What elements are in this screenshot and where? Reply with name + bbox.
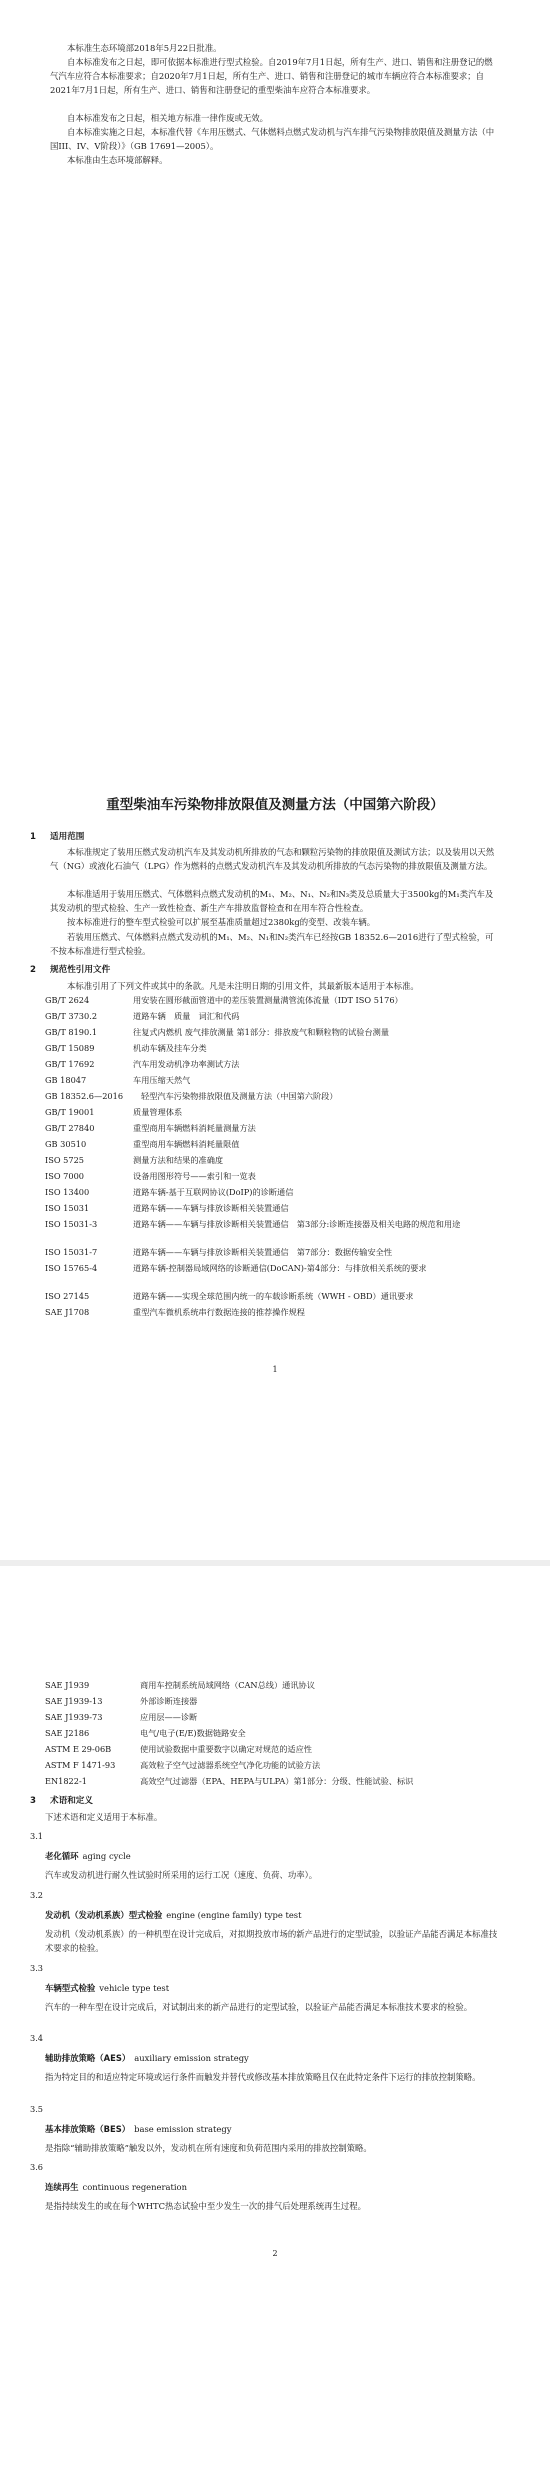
section-number: 1 bbox=[30, 832, 36, 842]
document-page-2 bbox=[0, 1566, 550, 2472]
reference-code: ASTM F 1471-93 bbox=[45, 1760, 116, 1770]
term-chinese: 发动机（发动机系族）型式检验 bbox=[45, 1910, 163, 1920]
reference-code: GB 18047 bbox=[45, 1075, 87, 1085]
term-english: continuous regeneration bbox=[82, 2182, 187, 2192]
term-english: base emission strategy bbox=[134, 2124, 232, 2134]
reference-name: 道路车辆-控制器局域网络的诊断通信(DoCAN)-第4部分：与排放相关系统的要求 bbox=[133, 1263, 427, 1273]
foreword-paragraph: 本标准由生态环境部解释。 bbox=[67, 155, 168, 165]
term-heading bbox=[45, 2052, 249, 2064]
section-heading bbox=[30, 830, 84, 842]
term-heading bbox=[45, 2123, 231, 2135]
reference-code: GB/T 8190.1 bbox=[45, 1027, 98, 1037]
foreword-paragraph: 自本标准发布之日起，即可依据本标准进行型式检验。自2019年7月1日起，所有生产、进口、销售和注册登记的燃气汽车应符合本标准要求；自2020年7月1日起，所有生产、进口、销售和注册登记的城市车辆应符合本标准要求；自2021年7月1日起，所有生产、进口、销售和注册登记的重型柴油车应符合本标准要求。 bbox=[50, 57, 493, 95]
term-number: 3.1 bbox=[30, 1831, 44, 1841]
term-chinese: 车辆型式检验 bbox=[45, 1983, 96, 1993]
section-number: 2 bbox=[30, 965, 36, 975]
reference-name: 质量管理体系 bbox=[133, 1107, 183, 1117]
reference-name: 道路车辆-基于互联网协议(DoIP)的诊断通信 bbox=[133, 1187, 294, 1197]
term-number: 3.4 bbox=[30, 2033, 44, 2043]
section-title: 规范性引用文件 bbox=[50, 965, 111, 975]
reference-name: 外部诊断连接器 bbox=[140, 1696, 198, 1706]
body-paragraph: 本标准适用于装用压燃式、气体燃料点燃式发动机的M₁、M₂、N₁、N₂和N₃类及总质量大于3500kg的M₁类汽车及其发动机的型式检验、生产一致性检查、新生产车排放监督检查和在用车符合性检查。 bbox=[50, 889, 494, 913]
reference-name: 汽车用发动机净功率测试方法 bbox=[133, 1059, 240, 1069]
reference-code: ISO 15031-7 bbox=[45, 1247, 98, 1257]
reference-name: 应用层——诊断 bbox=[140, 1712, 198, 1722]
foreword-paragraph: 自本标准发布之日起，相关地方标准一律作废或无效。 bbox=[67, 113, 268, 123]
term-heading bbox=[45, 2181, 187, 2193]
term-definition: 汽车的一种车型在设计完成后，对试制出来的新产品进行的定型试验，以验证产品能否满足本标准技术要求的检验。 bbox=[45, 2002, 473, 2012]
reference-code: SAE J2186 bbox=[45, 1728, 90, 1738]
reference-code: ISO 13400 bbox=[45, 1187, 90, 1197]
reference-name: 商用车控制系统局域网络（CAN总线）通讯协议 bbox=[140, 1680, 315, 1690]
reference-code: SAE J1708 bbox=[45, 1307, 90, 1317]
term-chinese: 辅助排放策略（AES） bbox=[45, 2053, 131, 2063]
section-heading bbox=[30, 963, 110, 975]
reference-code: EN1822-1 bbox=[45, 1776, 87, 1786]
reference-name: 道路车辆——实现全球范围内统一的车载诊断系统（WWH - OBD）通讯要求 bbox=[133, 1291, 414, 1301]
reference-code: GB/T 3730.2 bbox=[45, 1011, 98, 1021]
term-heading bbox=[45, 1909, 301, 1921]
reference-name: 轻型汽车污染物排放限值及测量方法（中国第六阶段） bbox=[141, 1091, 338, 1101]
reference-code: SAE J1939 bbox=[45, 1680, 90, 1690]
term-chinese: 老化循环 bbox=[45, 1851, 79, 1861]
reference-code: ISO 5725 bbox=[45, 1155, 84, 1165]
body-paragraph: 本标准引用了下列文件或其中的条款。凡是未注明日期的引用文件，其最新版本适用于本标准。 bbox=[67, 981, 419, 991]
reference-name: 道路车辆 质量 词汇和代码 bbox=[133, 1011, 240, 1021]
reference-name: 用安装在圆形截面管道中的差压装置测量满管流体流量（IDT ISO 5176） bbox=[133, 995, 403, 1005]
term-number: 3.5 bbox=[30, 2104, 44, 2114]
reference-name: 重型商用车辆燃料消耗量测量方法 bbox=[133, 1123, 256, 1133]
reference-code: GB 18352.6—2016 bbox=[45, 1091, 124, 1101]
reference-name: 往复式内燃机 废气排放测量 第1部分：排放废气和颗粒物的试验台测量 bbox=[133, 1027, 390, 1037]
foreword-paragraph: 本标准生态环境部2018年5月22日批准。 bbox=[67, 43, 222, 53]
term-heading bbox=[45, 1850, 131, 1862]
reference-name: 重型汽车微机系统串行数据连接的推荐操作规程 bbox=[133, 1307, 305, 1317]
reference-code: SAE J1939-73 bbox=[45, 1712, 103, 1722]
reference-code: ISO 15765-4 bbox=[45, 1263, 98, 1273]
foreword-paragraph: 自本标准实施之日起，本标准代替《车用压燃式、气体燃料点燃式发动机与汽车排气污染物排放限值及测量方法（中国III、IV、V阶段）》（GB 17691—2005）。 bbox=[50, 127, 495, 151]
body-paragraph: 本标准规定了装用压燃式发动机汽车及其发动机所排放的气态和颗粒污染物的排放限值及测试方法；以及装用以天然气（NG）或液化石油气（LPG）作为燃料的点燃式发动机汽车及其发动机所排放的气态污染物的排放限值及测量方法。 bbox=[50, 847, 495, 871]
term-chinese: 基本排放策略（BES） bbox=[45, 2124, 131, 2134]
body-paragraph: 若装用压燃式、气体燃料点燃式发动机的M₁、M₂、N₁和N₂类汽车已经按GB 18352.6—2016进行了型式检验，可不按本标准进行型式检验。 bbox=[50, 932, 494, 956]
reference-code: GB 30510 bbox=[45, 1139, 87, 1149]
page-number: 1 bbox=[272, 1365, 278, 1374]
reference-code: GB/T 17692 bbox=[45, 1059, 95, 1069]
term-english: vehicle type test bbox=[99, 1983, 170, 1993]
term-english: engine (engine family) type test bbox=[166, 1910, 302, 1920]
body-paragraph: 按本标准进行的整车型式检验可以扩展至基准质量超过2380kg的变型、改装车辆。 bbox=[67, 917, 376, 927]
reference-name: 机动车辆及挂车分类 bbox=[133, 1043, 207, 1053]
reference-name: 使用试验数据中重要数字以确定对规范的适应性 bbox=[140, 1744, 312, 1754]
reference-name: 道路车辆——车辆与排放诊断相关装置通信 第7部分：数据传输安全性 bbox=[133, 1247, 393, 1257]
reference-name: 重型商用车辆燃料消耗量限值 bbox=[133, 1139, 240, 1149]
reference-name: 道路车辆——车辆与排放诊断相关装置通信 bbox=[133, 1203, 289, 1213]
reference-name: 电气/电子(E/E)数据链路安全 bbox=[140, 1728, 246, 1738]
reference-code: GB/T 19001 bbox=[45, 1107, 95, 1117]
section-number: 3 bbox=[30, 1796, 36, 1806]
section-title: 适用范围 bbox=[50, 832, 85, 842]
reference-code: GB/T 27840 bbox=[45, 1123, 95, 1133]
term-definition: 汽车或发动机进行耐久性试验时所采用的运行工况（速度、负荷、功率）。 bbox=[45, 1870, 318, 1880]
reference-code: ISO 7000 bbox=[45, 1171, 84, 1181]
page-number: 2 bbox=[272, 2249, 278, 2258]
term-number: 3.6 bbox=[30, 2162, 44, 2172]
term-definition: 是指除“辅助排放策略”触发以外，发动机在所有速度和负荷范围内采用的排放控制策略。 bbox=[45, 2143, 372, 2153]
reference-name: 车用压缩天然气 bbox=[133, 1075, 191, 1085]
term-number: 3.2 bbox=[30, 1890, 44, 1900]
reference-name: 测量方法和结果的准确度 bbox=[133, 1155, 224, 1165]
term-definition: 指为特定目的和适应特定环境或运行条件而触发并替代或修改基本排放策略且仅在此特定条件下运行的排放控制策略。 bbox=[45, 2072, 481, 2082]
term-chinese: 连续再生 bbox=[45, 2182, 79, 2192]
term-number: 3.3 bbox=[30, 1963, 44, 1973]
reference-code: ISO 27145 bbox=[45, 1291, 90, 1301]
term-definition: 是指持续发生的或在每个WHTC热态试验中至少发生一次的排气后处理系统再生过程。 bbox=[45, 2201, 367, 2211]
reference-code: GB/T 2624 bbox=[45, 995, 90, 1005]
reference-code: ASTM E 29-06B bbox=[45, 1744, 112, 1754]
term-definition: 发动机（发动机系族）的一种机型在设计完成后，对拟期投放市场的新产品进行的定型试验，以验证产品能否满足本标准技术要求的检验。 bbox=[45, 1929, 498, 1953]
reference-name: 高效粒子空气过滤器系统空气净化功能的试验方法 bbox=[140, 1760, 321, 1770]
reference-code: SAE J1939-13 bbox=[45, 1696, 103, 1706]
reference-code: ISO 15031-3 bbox=[45, 1219, 98, 1229]
reference-code: GB/T 15089 bbox=[45, 1043, 95, 1053]
section-title: 术语和定义 bbox=[50, 1796, 93, 1806]
body-paragraph: 下述术语和定义适用于本标准。 bbox=[45, 1812, 163, 1822]
term-english: aging cycle bbox=[82, 1851, 131, 1861]
document-title: 重型柴油车污染物排放限值及测量方法（中国第六阶段） bbox=[106, 797, 444, 813]
reference-name: 道路车辆——车辆与排放诊断相关装置通信 第3部分:诊断连接器及相关电路的规范和用途 bbox=[133, 1219, 461, 1229]
reference-name: 设备用图形符号——索引和一览表 bbox=[133, 1171, 256, 1181]
reference-name: 高效空气过滤器（EPA、HEPA与ULPA）第1部分：分级、性能试验、标识 bbox=[140, 1776, 414, 1786]
section-heading bbox=[30, 1794, 93, 1806]
term-english: auxiliary emission strategy bbox=[134, 2053, 249, 2063]
term-heading bbox=[45, 1982, 169, 1994]
reference-code: ISO 15031 bbox=[45, 1203, 90, 1213]
